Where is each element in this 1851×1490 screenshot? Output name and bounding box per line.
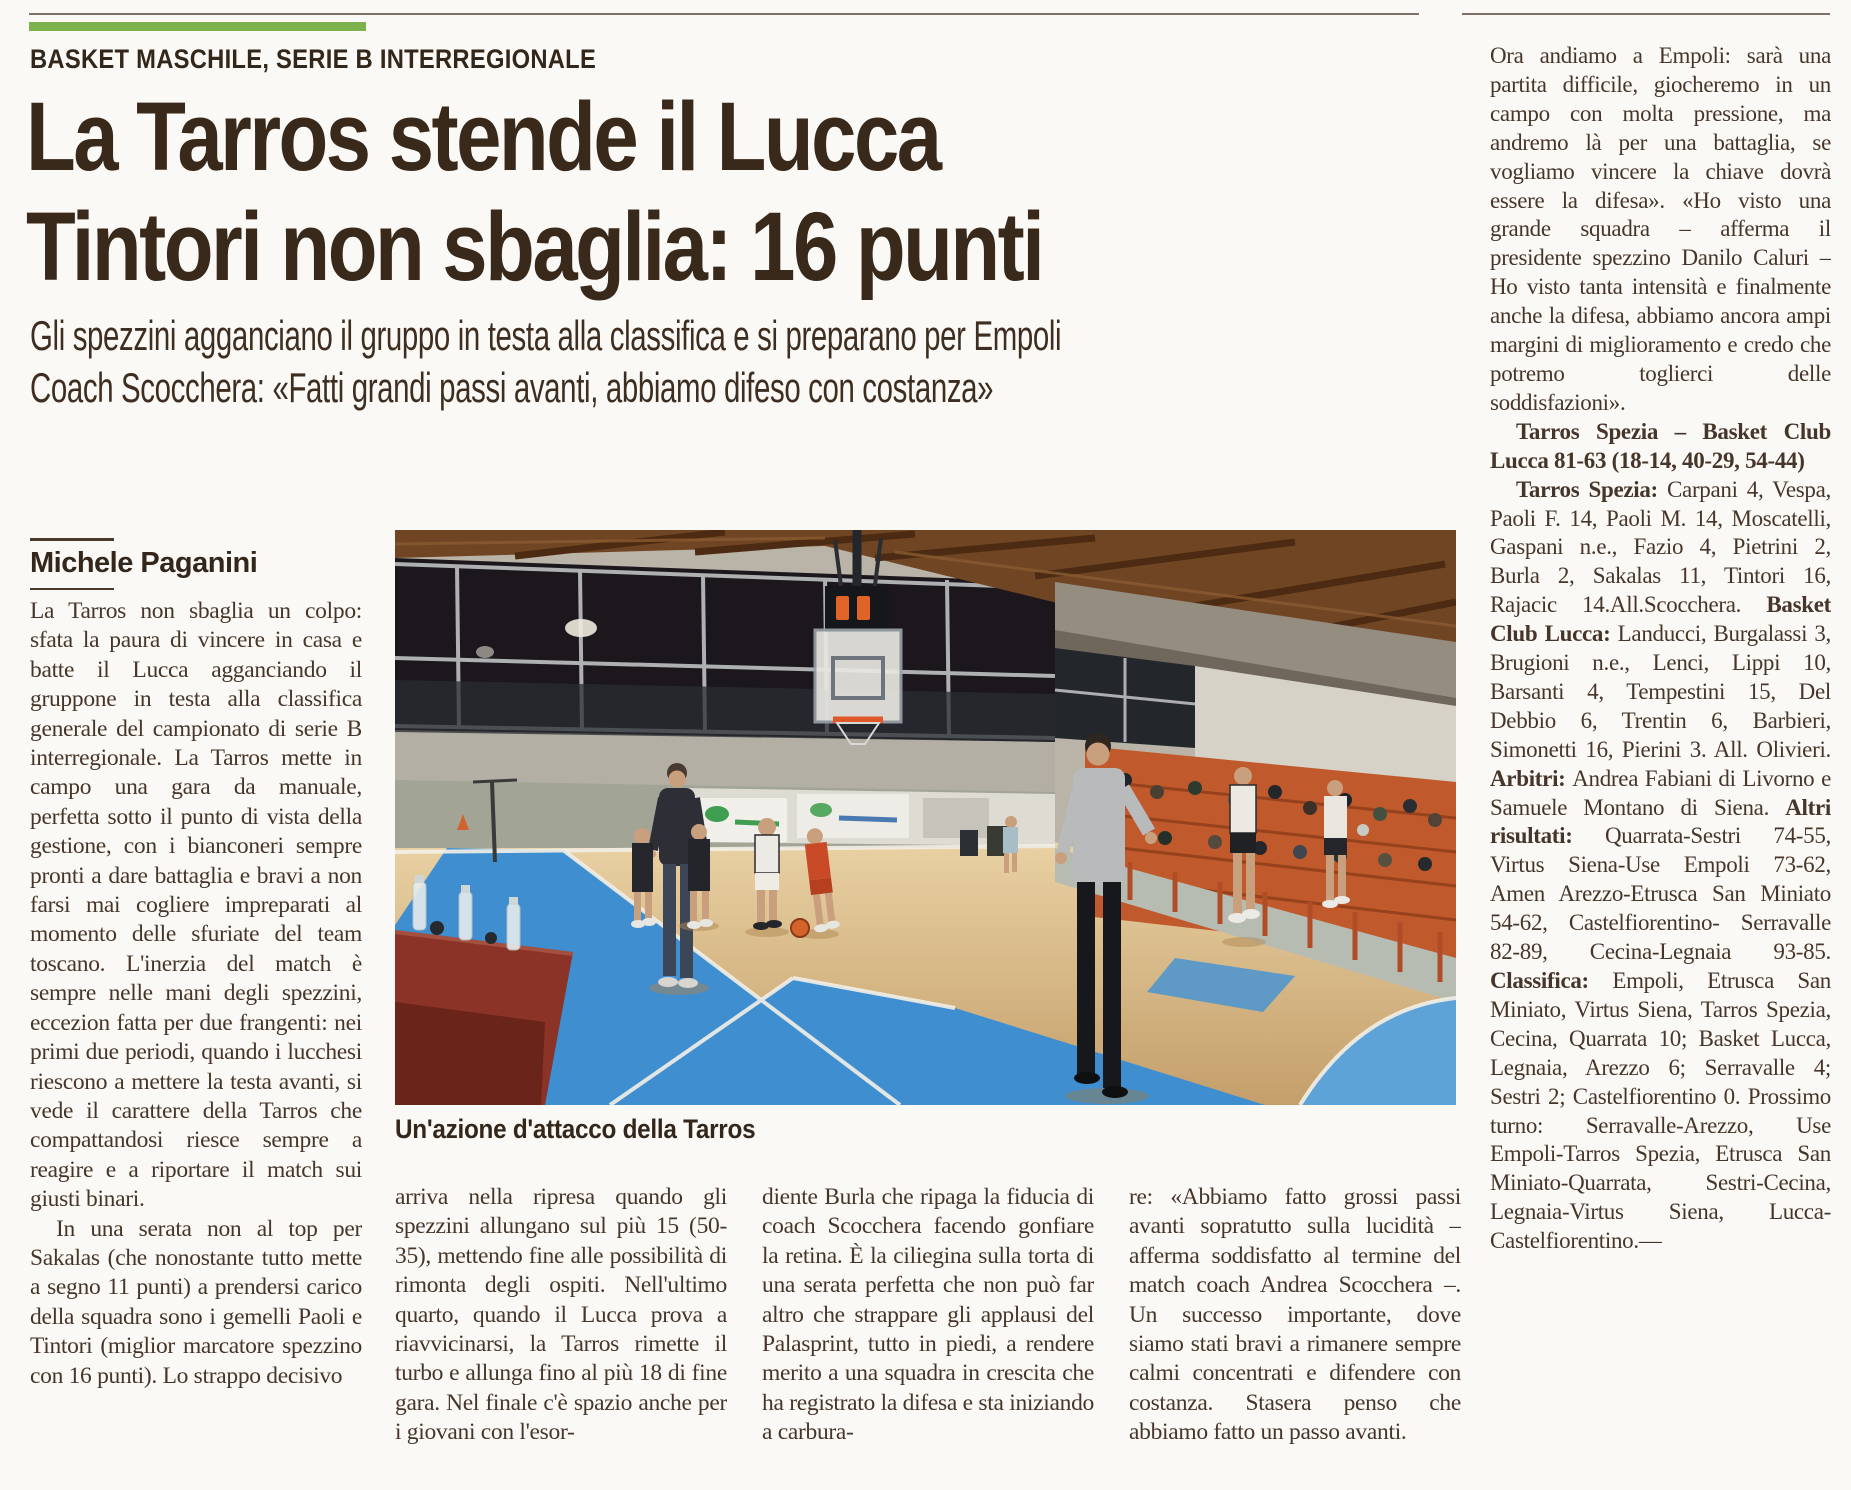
top-rule-main	[29, 13, 1419, 15]
headline	[26, 82, 1042, 302]
basketball	[791, 919, 809, 937]
sidebar-column	[1490, 42, 1831, 1486]
byline-rule-bottom	[30, 588, 114, 590]
article-column-3	[762, 1183, 1094, 1485]
article-column-2	[395, 1183, 727, 1485]
photo-caption: Un'azione d'attacco della Tarros	[395, 1114, 756, 1144]
gym-photo-illustration	[395, 530, 1456, 1105]
body-paragraph: diente Burla che ripaga la fiducia di coach Scocchera facendo gonfiare la retina. È la ciliegina sulla torta di una serata perfetta che non può far altro che strappare gli applausi del Palasprint, tutto in piedi, a rendere merito a una squadra in crescita che ha registrato la difesa e sta iniziando a carbura-	[762, 1184, 1094, 1446]
article-column-4	[1129, 1183, 1461, 1485]
byline: Michele Paganini	[30, 547, 258, 579]
deck-line-2: Coach Scocchera: «Fatti grandi passi avanti, abbiamo difeso con costanza»	[30, 364, 994, 411]
headline-line-2: Tintori non sbaglia: 16 punti	[26, 192, 1043, 301]
article-photo	[395, 530, 1456, 1105]
sidebar-stats-paragraph: Tarros Spezia: Carpani 4, Vespa, Paoli F. 14, Paoli M. 14, Moscatelli, Gaspani n.e., Fazio 4, Pietrini 2, Burla 2, Sakalas 11, Tintori 16, Rajacic 14.All.Scocchera. Basket Club Lucca: Landucci, Burgalassi 3, Brugioni n.e., Lenci, Lippi 10, Barsanti 4, Tempestini 15, Del Debbio 6, Trentin 6, Barbieri, Simonetti 16, Pierini 3. All. Olivieri. Arbitri: Andrea Fabiani di Livorno e Samuele Montano di Siena. Altri risultati: Quarrata-Sestri 74-55, Virtus Siena-Use Empoli 73-62, Amen Arezzo-Etrusca San Miniato 54-62, Castelfiorentino- Serravalle 82-89, Cecina-Legnaia 93-85. Classifica: Empoli, Etrusca San Miniato, Virtus Siena, Tarros Spezia, Cecina, Quarrata 10; Basket Lucca, Legnaia, Arezzo 6; Serravalle 4; Sestri 2; Castelfiorentino 0. Prossimo turno: Serravalle-Arezzo, Use Empoli-Tarros Spezia, Etrusca San Miniato-Quarrata, Sestri-Cecina, Legnaia-Virtus Siena, Lucca-Castelfiorentino.—	[1490, 476, 1831, 1254]
kicker: BASKET MASCHILE, SERIE B INTERREGIONALE	[30, 44, 597, 74]
section-color-bar	[29, 22, 366, 31]
sidebar-quote-paragraph: Ora andiamo a Empoli: sarà una partita difficile, giocheremo in un campo con molta pressione, ma andremo là per una battaglia, se vogliamo vincere la chiave dovrà essere la difesa». «Ho visto una grande squadra – afferma il presidente spezzino Danilo Caluri – Ho visto tanta intensità e finalmente anche la difesa, abbiamo ancora ampi margini di miglioramento e credo che potremo toglierci delle soddisfazioni».	[1490, 43, 1831, 415]
body-paragraph: La Tarros non sbaglia un colpo: sfata la paura di vincere in casa e batte il Lucca agganciando il gruppone in testa alla classifica generale del campionato di serie B interregionale. La Tarros mette in campo una gara da manuale, perfetta sotto il punto di vista della gestione, con i bianconeri sempre pronti a dare battaglia e bravi a non farsi mai cogliere impreparati al momento delle sfuriate del team toscano. L'inerzia del match è sempre nelle mani degli spezzini, eccezion fatta per due frangenti: nei primi due periodi, quando i lucchesi riescono a mettere la testa avanti, si vede il carattere della Tarros che compattandosi riesce sempre a reagire e a riportare il match sui giusti binari.	[30, 598, 362, 1213]
body-paragraph: arriva nella ripresa quando gli spezzini allungano sul più 15 (50-35), mettendo fine alle possibilità di rimonta degli ospiti. Nell'ultimo quarto, quando il Lucca prova a riavvicinarsi, la Tarros rimette il turbo e allunga fino al più 18 di fine gara. Nel finale c'è spazio anche per i giovani con l'esor-	[395, 1184, 727, 1446]
deck	[30, 310, 1061, 414]
body-paragraph: re: «Abbiamo fatto grossi passi avanti sopratutto sulla lucidità – afferma soddisfatto al termine del match coach Andrea Scocchera –. Un successo importante, dove siamo stati bravi a rimanere sempre calmi concentrati e difendere con costanza. Stasera penso che abbiamo fatto un passo avanti.	[1129, 1184, 1461, 1446]
deck-line-1: Gli spezzini agganciano il gruppo in testa alla classifica e si preparano per Empoli	[30, 312, 1062, 359]
top-rule-sidebar	[1462, 13, 1830, 15]
byline-block	[30, 538, 362, 590]
article-column-1	[30, 597, 362, 1487]
body-paragraph: In una serata non al top per Sakalas (che nonostante tutto mette a segno 11 punti) a prendersi carico della squadra sono i gemelli Paoli e Tintori (miglior marcatore spezzino con 16 punti). Lo strappo decisivo	[30, 1215, 362, 1389]
headline-line-1: La Tarros stende il Lucca	[26, 82, 940, 191]
sidebar-score-line: Tarros Spezia – Basket Club Lucca 81-63 (18-14, 40-29, 54-44)	[1490, 418, 1831, 473]
